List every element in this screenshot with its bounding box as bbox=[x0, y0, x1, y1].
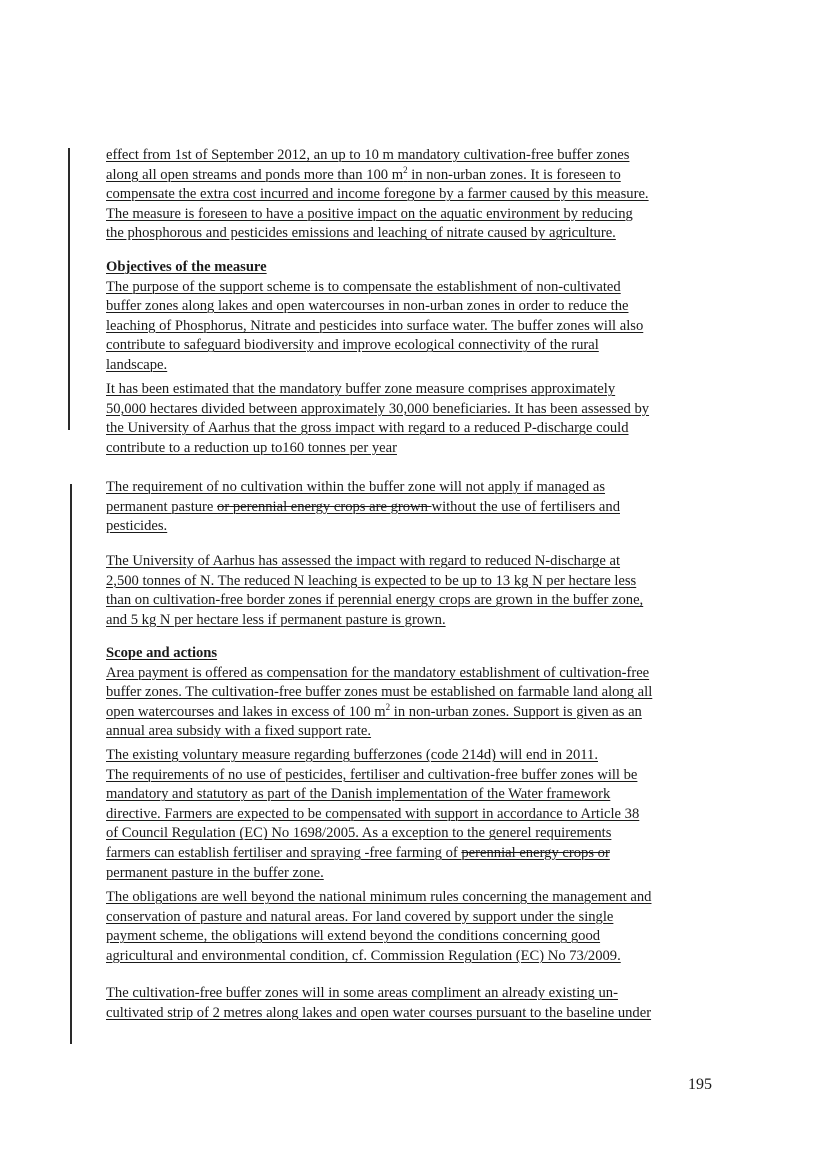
deleted-text: perennial energy crops or bbox=[461, 844, 610, 861]
text-line: cultivated strip of 2 metres along lakes and open water courses pursuant to the baseline under bbox=[106, 1004, 652, 1021]
text-line: and 5 kg N per hectare less if permanent pasture is grown. bbox=[106, 611, 446, 628]
text-line: along all open streams and ponds more than 100 $m^2$ in non-urban zones. It is foreseen to bbox=[106, 164, 621, 183]
text-line: It has been estimated that the mandatory buffer zone measure comprises approximately bbox=[106, 381, 616, 397]
deleted-text: or perennial energy crops are grown bbox=[217, 498, 432, 515]
text-line: mandatory and statutory as part of the Danish implementation of the Water framework bbox=[106, 786, 611, 803]
text-line: The measure is foreseen to have a positive impact on the aquatic environment by reducing bbox=[106, 205, 633, 222]
text-line: contribute to safeguard biodiversity and improve ecological connectivity of the rural bbox=[106, 337, 599, 354]
paragraph-compliment bbox=[106, 984, 716, 1023]
text-line: annual area subsidy with a fixed support rate. bbox=[106, 723, 372, 740]
paragraph-obligations bbox=[106, 888, 716, 966]
text-line: farmers can establish fertiliser and spraying -free farming of perennial energy crops or bbox=[106, 844, 610, 861]
section-objectives bbox=[106, 258, 716, 376]
text-line: The cultivation-free buffer zones will in some areas compliment an already existing un- bbox=[106, 985, 618, 1001]
text-line: Area payment is offered as compensation for the mandatory establishment of cultivation-free bbox=[106, 664, 650, 681]
text-line: The obligations are well beyond the national minimum rules concerning the management and bbox=[106, 889, 652, 905]
text-line: directive. Farmers are expected to be compensated with support in accordance to Article 38 bbox=[106, 805, 640, 822]
text-line: conservation of pasture and natural areas. For land covered by support under the single bbox=[106, 908, 614, 925]
revision-bar bbox=[68, 148, 70, 430]
text-line: buffer zones. The cultivation-free buffer zones must be established on farmable land along all bbox=[106, 684, 653, 701]
text-line: The requirements of no use of pesticides, fertiliser and cultivation-free buffer zones will be bbox=[106, 766, 638, 783]
section-heading: Objectives of the measure bbox=[106, 259, 267, 275]
text-line: permanent pasture or perennial energy crops are grown without the use of fertilisers and bbox=[106, 498, 620, 515]
text-line: buffer zones along lakes and open watercourses in non-urban zones in order to reduce the bbox=[106, 298, 629, 315]
text-line: 2,500 tonnes of N. The reduced N leaching is expected to be up to 13 kg N per hectare less bbox=[106, 572, 637, 589]
paragraph-estimate bbox=[106, 380, 716, 458]
text-line: landscape. bbox=[106, 356, 168, 373]
text-line: The purpose of the support scheme is to compensate the establishment of non-cultivated bbox=[106, 278, 621, 295]
text-line: than on cultivation-free border zones if perennial energy crops are grown in the buffer zone, bbox=[106, 592, 644, 609]
paragraph-intro bbox=[106, 146, 716, 244]
paragraph-requirement bbox=[106, 478, 716, 537]
text-line: The University of Aarhus has assessed the impact with regard to reduced N-discharge at bbox=[106, 553, 621, 569]
page-number: 195 bbox=[688, 1076, 712, 1093]
paragraph-aarhus bbox=[106, 552, 716, 630]
text-line: leaching of Phosphorus, Nitrate and pesticides into surface water. The buffer zones will also bbox=[106, 317, 644, 334]
text-line: permanent pasture in the buffer zone. bbox=[106, 864, 324, 881]
section-heading: Scope and actions bbox=[106, 645, 218, 661]
paragraph-existing bbox=[106, 746, 716, 883]
revision-bar bbox=[70, 484, 72, 1044]
text-line: The requirement of no cultivation within the buffer zone will not apply if managed as bbox=[106, 479, 606, 495]
text-line: pesticides. bbox=[106, 518, 168, 535]
text-line: of Council Regulation (EC) No 1698/2005. As a exception to the generel requirements bbox=[106, 825, 612, 842]
text-line: the University of Aarhus that the gross impact with regard to a reduced P-discharge could bbox=[106, 420, 629, 437]
text-line: effect from 1st of September 2012, an up to 10 m mandatory cultivation-free buffer zones bbox=[106, 147, 630, 163]
text-line: open watercourses and lakes in excess of 100 $m^2$ in non-urban zones. Support is given as an bbox=[106, 701, 642, 720]
text-line: 50,000 hectares divided between approximately 30,000 beneficiaries. It has been assessed by bbox=[106, 400, 650, 417]
text-line: the phosphorous and pesticides emissions and leaching of nitrate caused by agriculture. bbox=[106, 225, 616, 242]
text-line: contribute to a reduction up to160 tonnes per year bbox=[106, 439, 397, 456]
text-line: The existing voluntary measure regarding bufferzones (code 214d) will end in 2011. bbox=[106, 747, 598, 763]
text-line: compensate the extra cost incurred and income foregone by a farmer caused by this measure. bbox=[106, 186, 649, 203]
text-line: agricultural and environmental condition, cf. Commission Regulation (EC) No 73/2009. bbox=[106, 947, 621, 964]
text-line: payment scheme, the obligations will extend beyond the conditions concerning good bbox=[106, 928, 601, 945]
section-scope bbox=[106, 644, 716, 742]
